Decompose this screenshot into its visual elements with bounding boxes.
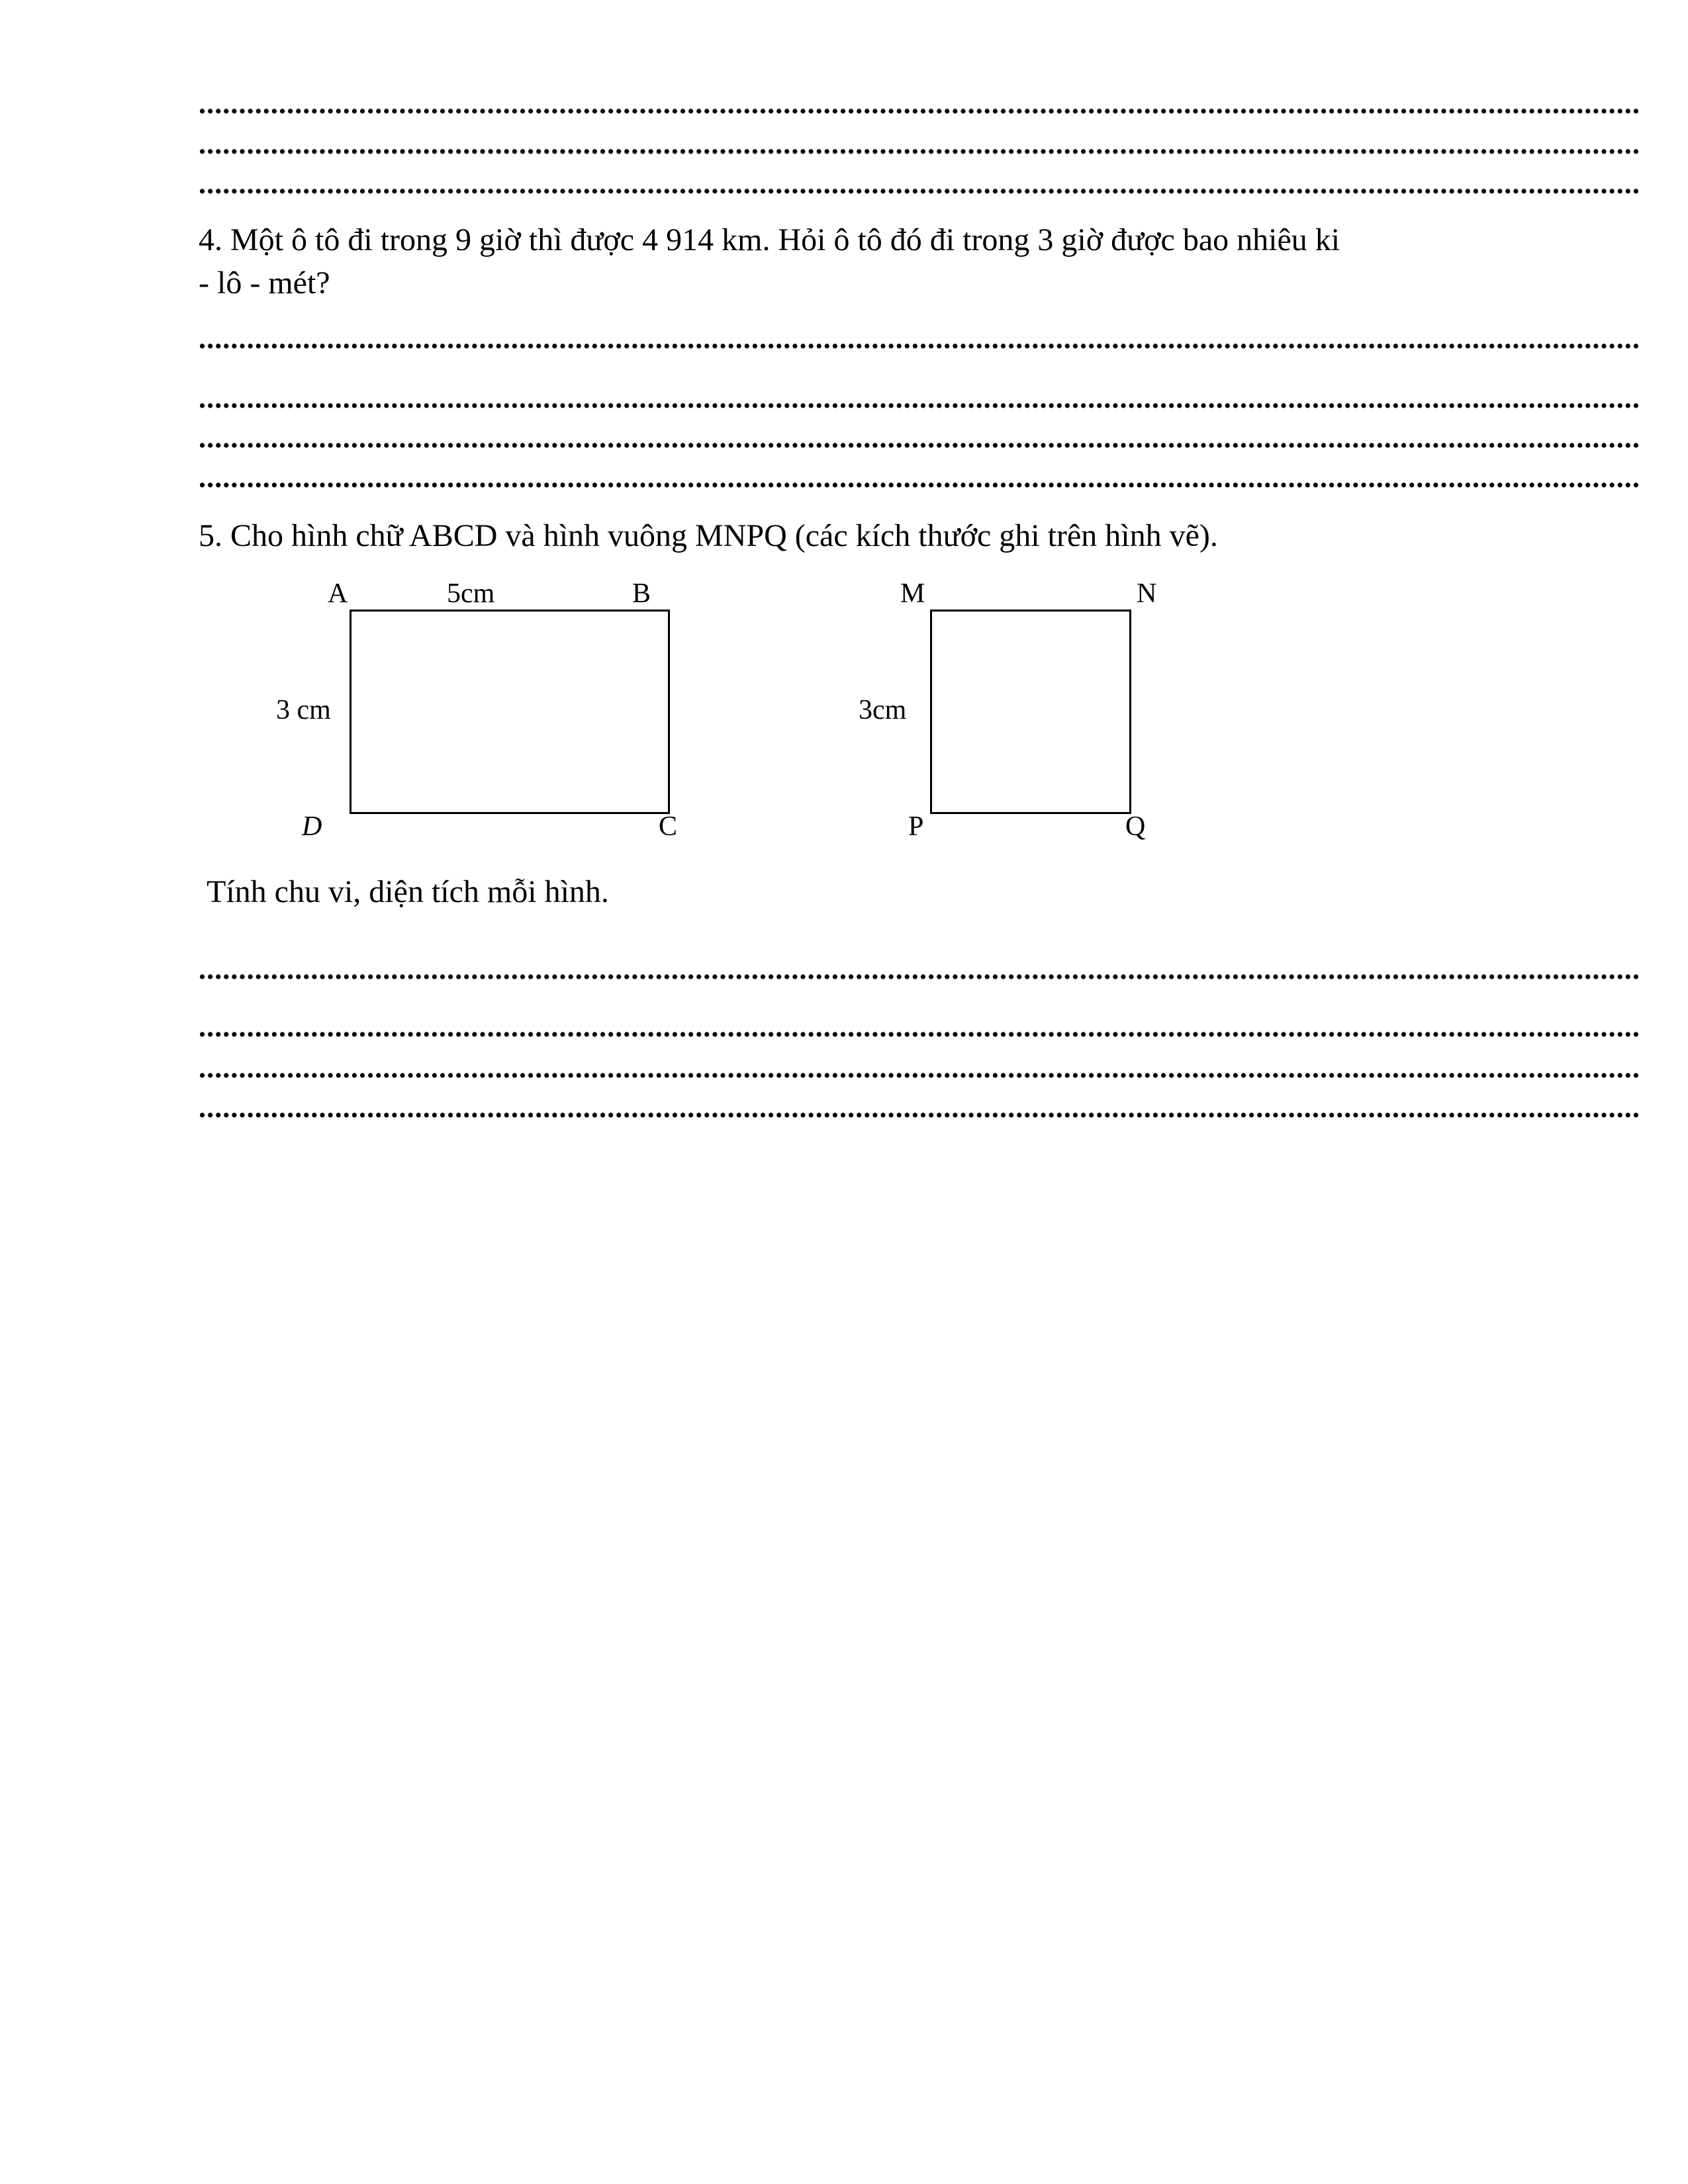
answer-line: .................................................................................................................................................................................... — [199, 87, 1640, 120]
answer-line: .................................................................................................................................................................................... — [199, 1011, 1640, 1043]
vertex-label-c: C — [659, 811, 678, 842]
vertex-label-b: B — [632, 578, 651, 609]
rectangle-top-side-label: 5cm — [447, 578, 495, 609]
vertex-label-p: P — [908, 811, 924, 842]
vertex-label-q: Q — [1125, 811, 1146, 842]
answer-line: .................................................................................................................................................................................... — [199, 322, 1640, 355]
vertex-label-m: M — [900, 578, 925, 609]
problem-4-text-line-1: 4. Một ô tô đi trong 9 giờ thì được 4 914 km. Hỏi ô tô đó đi trong 3 giờ được bao nhiêu ki — [199, 222, 1340, 257]
answer-line: .................................................................................................................................................................................... — [199, 461, 1640, 494]
answer-line: .................................................................................................................................................................................... — [199, 382, 1640, 414]
vertex-label-n: N — [1137, 578, 1157, 609]
answer-line: .................................................................................................................................................................................... — [199, 422, 1640, 454]
answer-line: .................................................................................................................................................................................... — [199, 1052, 1640, 1084]
answer-line: .................................................................................................................................................................................... — [199, 128, 1640, 160]
square-mnpq — [930, 610, 1131, 814]
answer-line: .................................................................................................................................................................................... — [199, 953, 1640, 985]
problem-5-intro: 5. Cho hình chữ ABCD và hình vuông MNPQ (các kích thước ghi trên hình vẽ). — [199, 518, 1218, 553]
rectangle-left-side-label: 3 cm — [276, 695, 331, 725]
vertex-label-a: A — [328, 578, 348, 609]
answer-line: .................................................................................................................................................................................... — [199, 1091, 1640, 1124]
square-left-side-label: 3cm — [859, 695, 907, 725]
problem-4-text-line-2: - lô - mét? — [199, 265, 330, 300]
vertex-label-d: D — [302, 811, 322, 842]
problem-5-task: Tính chu vi, diện tích mỗi hình. — [207, 874, 609, 909]
rectangle-abcd — [350, 610, 670, 814]
answer-line: .................................................................................................................................................................................... — [199, 167, 1640, 200]
